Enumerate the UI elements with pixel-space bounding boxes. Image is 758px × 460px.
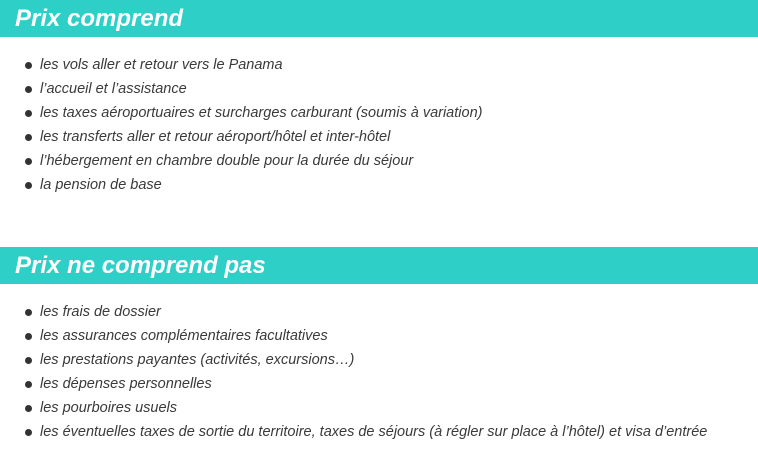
list-item-text: les éventuelles taxes de sortie du territoire, taxes de séjours (à régler sur place à l’hôtel) et visa d’entrée — [40, 424, 708, 440]
list-item-text: l’accueil et l’assistance — [40, 81, 187, 97]
bullet-icon — [25, 357, 32, 364]
list-item — [0, 372, 758, 396]
bullet-icon — [25, 158, 32, 165]
list-item-text: la pension de base — [40, 177, 162, 193]
list-item — [0, 53, 758, 77]
excluded-section-title: Prix ne comprend pas — [0, 247, 758, 284]
list-item-text: les taxes aéroportuaires et surcharges carburant (soumis à variation) — [40, 105, 483, 121]
bullet-icon — [25, 182, 32, 189]
list-item — [0, 173, 758, 197]
list-item — [0, 420, 758, 444]
bullet-icon — [25, 134, 32, 141]
list-item-text: les vols aller et retour vers le Panama — [40, 57, 283, 73]
bullet-icon — [25, 333, 32, 340]
bullet-icon — [25, 429, 32, 436]
bullet-icon — [25, 110, 32, 117]
list-item — [0, 125, 758, 149]
list-item-text: les prestations payantes (activités, excursions…) — [40, 352, 355, 368]
list-item — [0, 348, 758, 372]
list-item — [0, 396, 758, 420]
list-item-text: les pourboires usuels — [40, 400, 178, 416]
bullet-icon — [25, 405, 32, 412]
bullet-icon — [25, 86, 32, 93]
list-item-text: les assurances complémentaires facultatives — [40, 328, 328, 344]
list-item — [0, 77, 758, 101]
list-item-text: les dépenses personnelles — [40, 376, 212, 392]
included-section-title: Prix comprend — [0, 0, 758, 37]
list-item-text: les frais de dossier — [40, 304, 161, 320]
bullet-icon — [25, 309, 32, 316]
bullet-icon — [25, 381, 32, 388]
included-items-list — [0, 53, 758, 197]
list-item — [0, 300, 758, 324]
list-item — [0, 324, 758, 348]
bullet-icon — [25, 62, 32, 69]
list-item — [0, 101, 758, 125]
excluded-items-list — [0, 300, 758, 444]
list-item-text: les transferts aller et retour aéroport/hôtel et inter-hôtel — [40, 129, 391, 145]
list-item — [0, 149, 758, 173]
list-item-text: l’hébergement en chambre double pour la durée du séjour — [40, 153, 414, 169]
